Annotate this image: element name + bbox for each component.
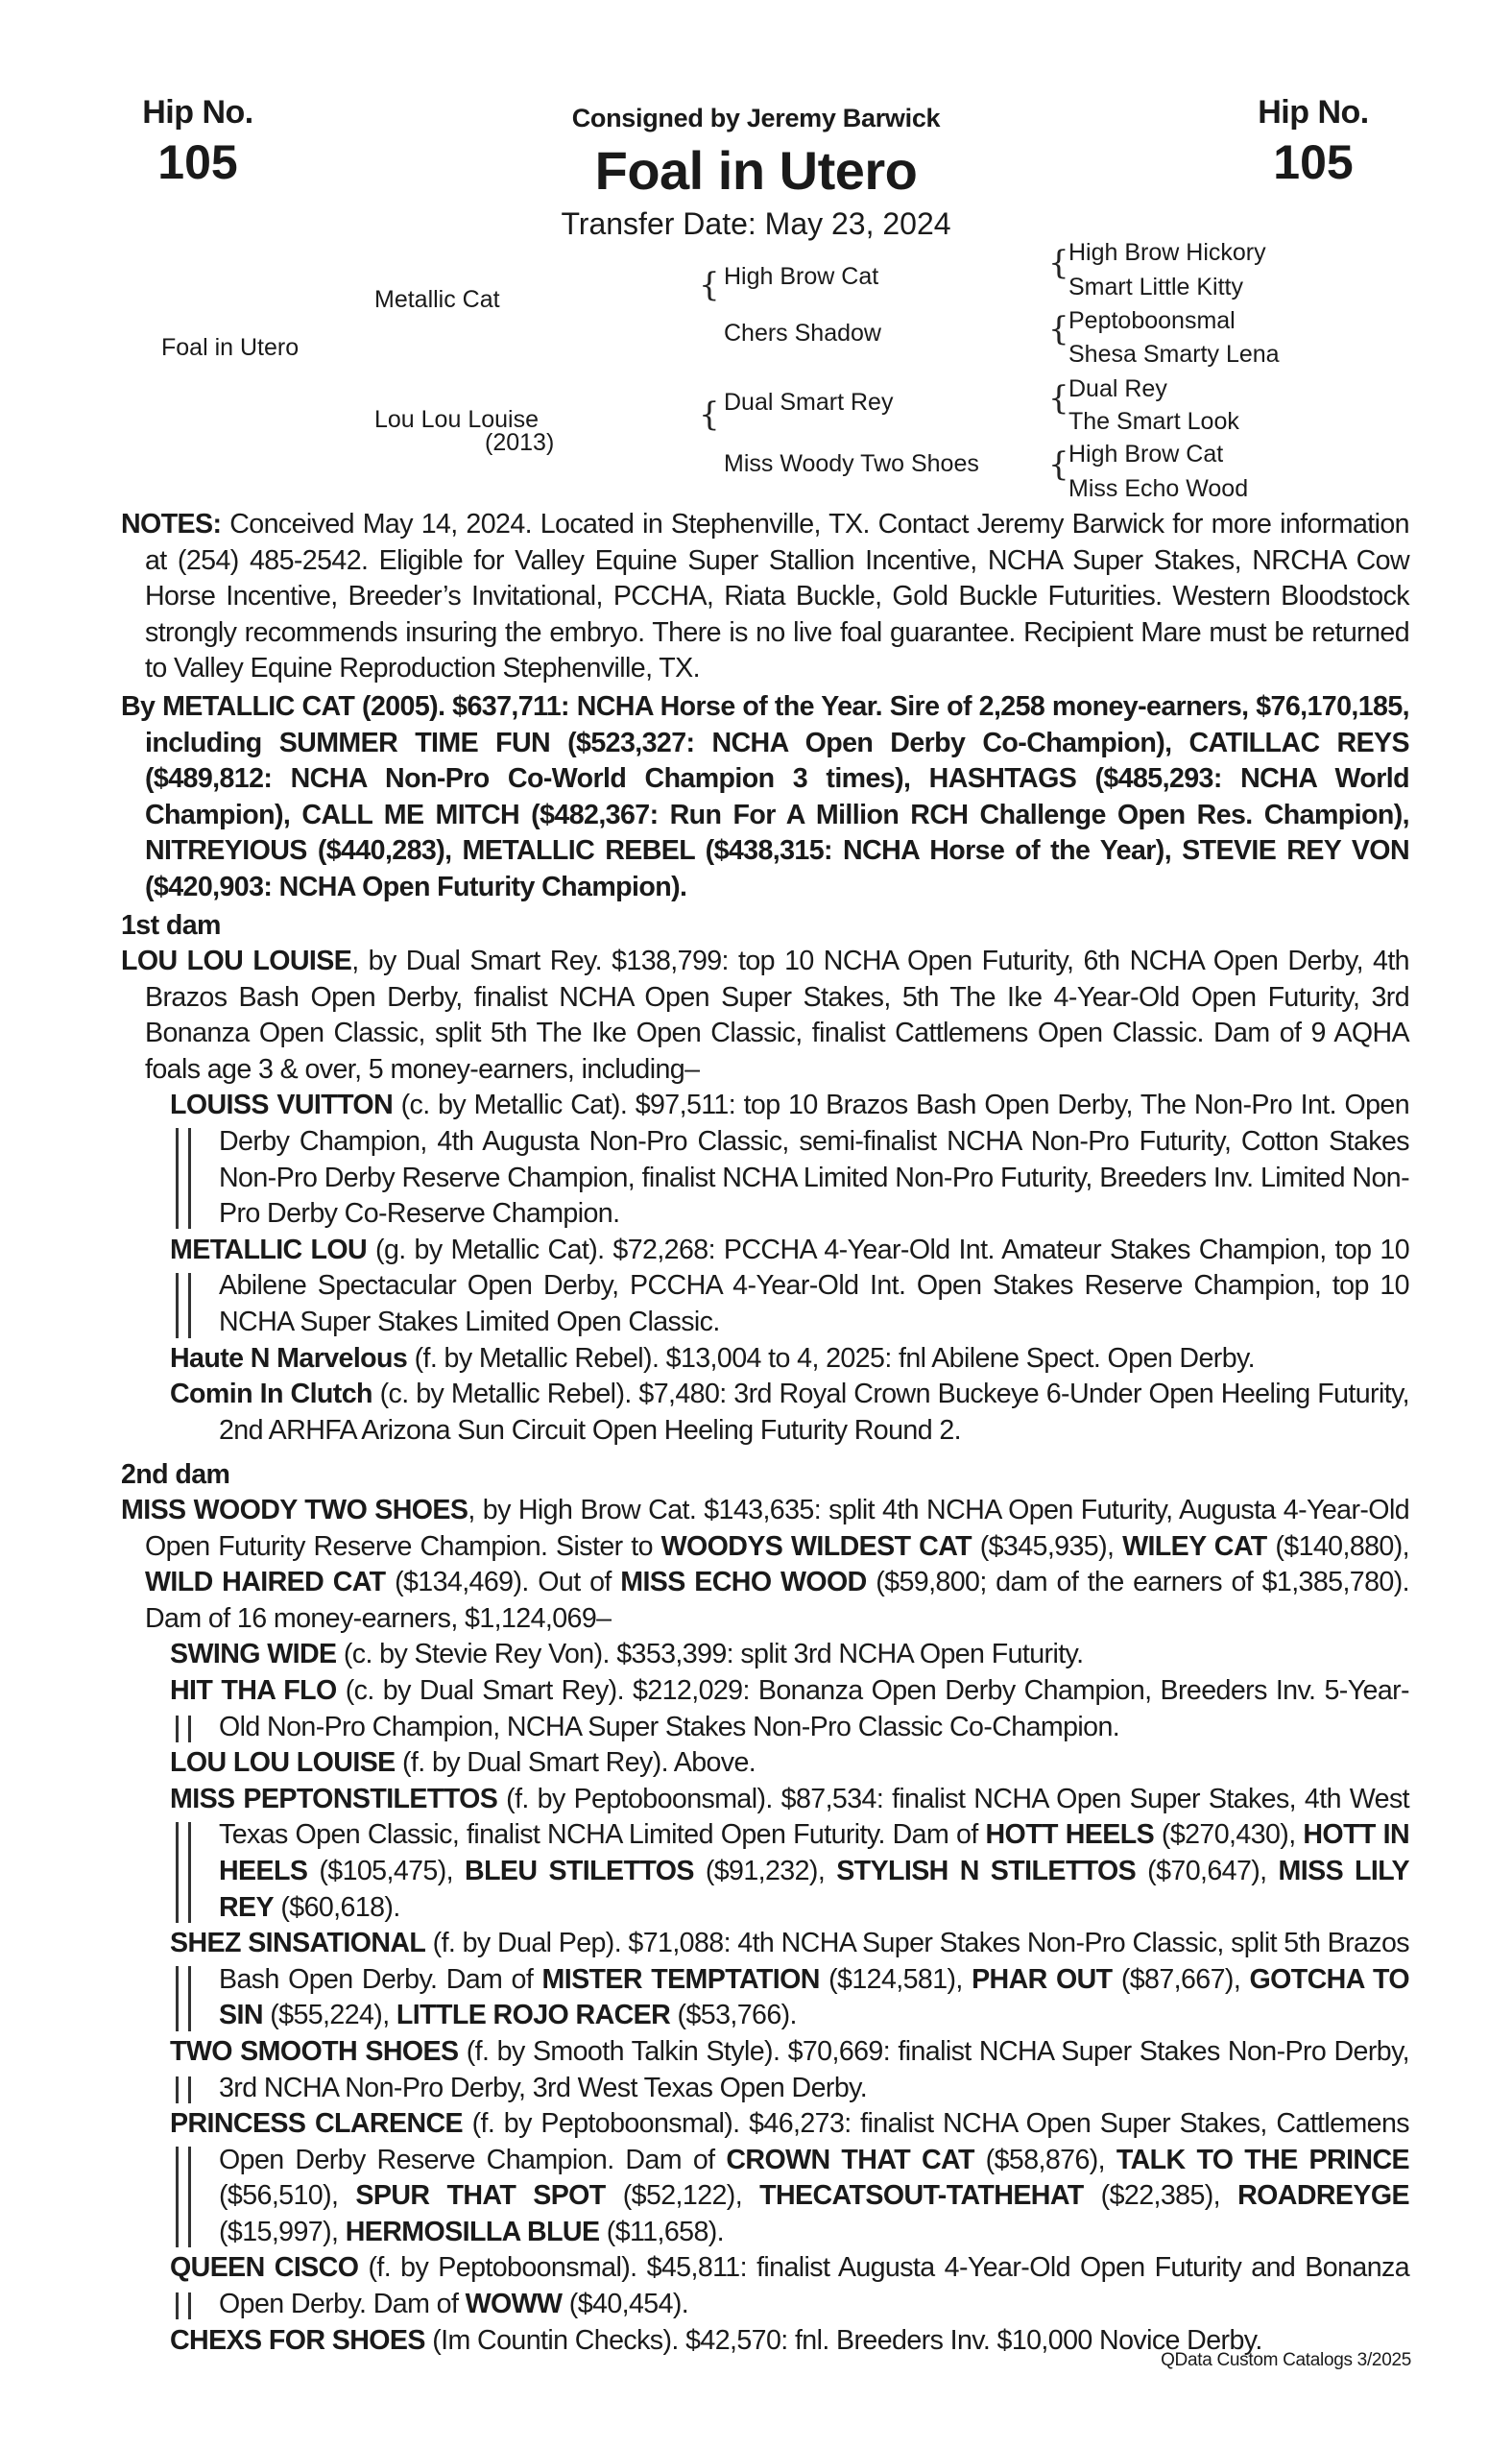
produce-name: MISS PEPTONSTILETTOS [170,1783,498,1814]
produce-name: Haute N Marvelous [170,1342,408,1374]
foal-earnings: ($56,510), [219,2180,356,2212]
produce-entry [121,2034,1409,2106]
second-dam-text: ($345,935), [972,1530,1123,1562]
produce-entry [121,2106,1409,2250]
produce-entry [121,1637,1409,1673]
second-dam-name: MISS WOODY TWO SHOES [121,1495,468,1525]
produce-text: (f. by Metallic Rebel). $13,004 to 4, 2025: fnl Abilene Spect. Open Derby. [407,1342,1255,1374]
foal-earnings: ($91,232), [693,1855,837,1886]
notes-section [121,507,1409,687]
produce-record [170,1377,1409,1449]
foal-earnings: ($60,618). [274,1891,400,1923]
foal-earnings: ($22,385), [1083,2180,1238,2212]
foal-name: WOWW [465,2289,563,2320]
second-dam-heading: 2nd dam [121,1459,230,1490]
pedigree-ds-sire: Dual Rey [1068,375,1167,402]
second-dam-text: ($134,469). Out of [385,1567,621,1598]
brace-icon: { [1048,310,1069,348]
foal-earnings: ($87,667), [1112,1963,1250,1995]
produce-entry [121,1341,1409,1378]
pedigree-dd-dam: Miss Echo Wood [1068,475,1249,502]
foal-earnings: ($11,658). [599,2216,725,2247]
produce-text: (f. by Dual Pep). $71,088: 4th NCHA Super Stakes Non-Pro Classic, split 5th Brazos Bash Open Derby. Dam of [219,1928,1409,1995]
hip-number: 105 [1273,135,1354,189]
produce-entry [121,1377,1409,1449]
produce-name: LOU LOU LOUISE [170,1747,396,1779]
pedigree-dam: Lou Lou Louise [374,406,539,433]
second-dam-text: , by High Brow Cat. $143,635: split 4th NCHA Open Futurity, Augusta 4-Year-Old Open Futurity Reserve Champion. Sister to [145,1495,1410,1562]
produce-text: (c. by Dual Smart Rey). $212,029: Bonanza Open Derby Champion, Breeders Inv. 5-Year-Old Non-Pro Champion, NCHA Super Stakes Non-Pro Classic Co-Champion. [219,1674,1409,1742]
foal-name: LITTLE ROJO RACER [396,2000,671,2031]
produce-text: (f. by Smooth Talkin Style). $70,669: finalist NCHA Super Stakes Non-Pro Derby, 3rd NCHA Non-Pro Derby, 3rd West Texas Open Derby. [219,2035,1409,2103]
produce-record [170,1745,1409,1782]
foal-name: CROWN THAT CAT [726,2144,974,2175]
first-dam-paragraph [121,944,1409,1088]
produce-record [170,1782,1409,1926]
page-title: Foal in Utero [594,140,918,201]
foal-name: HOTT IN HEELS [219,1819,1410,1886]
sibling-name: WOODYS WILDEST CAT [660,1530,972,1562]
pedigree-ss-dam: Smart Little Kitty [1068,274,1243,300]
second-dam-text: ($140,880), [1266,1530,1409,1562]
pedigree-dd-sire: High Brow Cat [1068,441,1224,468]
produce-name: METALLIC LOU [170,1234,368,1265]
notes-label: NOTES: [121,509,222,540]
produce-name: LOUISS VUITTON [170,1090,394,1121]
produce-name: SWING WIDE [170,1639,337,1670]
produce-text: (f. by Peptoboonsmal). $45,811: finalist Augusta 4-Year-Old Open Futurity and Bonanza Open Derby. Dam of [219,2252,1409,2320]
foal-earnings: ($124,581), [819,1963,972,1995]
produce-record [170,1233,1409,1341]
produce-name: Comin In Clutch [170,1379,372,1410]
pedigree-ss-sire: High Brow Hickory [1068,239,1266,266]
brace-icon: { [699,396,720,434]
foal-name: HERMOSILLA BLUE [345,2216,600,2247]
pedigree-sire-dam: Chers Shadow [724,320,881,347]
foal-earnings: ($52,122), [605,2180,760,2212]
catalog-footer: QData Custom Catalogs 3/2025 [1161,2350,1411,2370]
sire-section [121,689,1409,906]
consignor: Consigned by Jeremy Barwick [571,104,941,132]
produce-entry [121,1782,1409,1926]
notes-text: Conceived May 14, 2024. Located in Stephenville, TX. Contact Jeremy Barwick for more information at (254) 485-2542. Eligible for Valley Equine Super Stallion Incentive, NCHA Super Stakes, NRCHA Cow Horse Incentive, Breeder’s Invitational, PCCHA, Riata Buckle, Gold Buckle Futurities. Western Bloodstock strongly recommends insuring the embryo. There is no live foal guarantee. Recipient Mare must be returned to Valley Equine Reproduction Stephenville, TX. [145,509,1409,684]
foal-earnings: ($15,997), [219,2216,346,2247]
produce-record [170,1637,1409,1673]
pedigree-sd-sire: Peptoboonsmal [1068,307,1236,334]
foal-name: MISTER TEMPTATION [541,1963,820,1995]
foal-name: MISS LILY REY [219,1855,1409,1923]
foal-name: TALK TO THE PRINCE [1116,2144,1409,2175]
produce-text: (f. by Dual Smart Rey). Above. [395,1747,756,1779]
pedigree-sire: Metallic Cat [374,286,500,313]
pedigree-dam-sire: Dual Smart Rey [724,389,894,416]
produce-entry [121,1233,1409,1341]
produce-entry [121,1926,1409,2034]
produce-name: PRINCESS CLARENCE [170,2108,464,2140]
brace-icon: { [1048,445,1069,484]
produce-record [170,1341,1409,1378]
produce-text: (c. by Metallic Cat). $97,511: top 10 Brazos Bash Open Derby, The Non-Pro Int. Open Derby Champion, 4th Augusta Non-Pro Classic, semi-finalist NCHA Non-Pro Futurity, Cotton Stakes Non-Pro Derby Reserve Champion, finalist NCHA Limited Non-Pro Futurity, Breeders Inv. Limited Non-Pro Derby Co-Reserve Champion. [219,1090,1409,1230]
second-dam-paragraph [121,1493,1409,1637]
produce-name: HIT THA FLO [170,1674,337,1706]
foal-name: BLEU STILETTOS [465,1855,694,1886]
second-dam-section [121,1456,1409,2359]
hip-number: 105 [157,135,238,189]
foal-name: SPUR THAT SPOT [355,2180,606,2212]
first-dam-heading: 1st dam [121,910,221,941]
foal-earnings: ($55,224), [262,2000,396,2031]
first-dam-section [121,907,1409,1449]
produce-text: (c. by Metallic Rebel). $7,480: 3rd Royal Crown Buckeye 6-Under Open Heeling Futurity, 2nd ARHFA Arizona Sun Circuit Open Heeling Futurity Round 2. [219,1379,1409,1446]
third-dam-name: MISS ECHO WOOD [620,1567,867,1598]
pedigree-dam-dam: Miss Woody Two Shoes [724,450,979,477]
produce-entry [121,2250,1409,2322]
hip-label: Hip No. [1258,94,1369,131]
produce-record [170,2250,1409,2322]
foal-name: STYLISH N STILETTOS [836,1855,1137,1886]
brace-icon: { [1048,379,1069,418]
pedigree-sd-dam: Shesa Smarty Lena [1068,341,1280,368]
foal-earnings: ($105,475), [307,1855,466,1886]
sibling-name: WILEY CAT [1122,1530,1267,1562]
produce-entry [121,1088,1409,1232]
pedigree-sire-sire: High Brow Cat [724,263,879,290]
produce-text: (f. by Peptoboonsmal). $87,534: finalist NCHA Open Super Stakes, 4th West Texas Open Classic, finalist NCHA Limited Open Futurity. Dam of [219,1783,1409,1851]
produce-entry [121,1745,1409,1782]
foal-earnings: ($270,430), [1154,1819,1304,1851]
first-dam-text: , by Dual Smart Rey. $138,799: top 10 NCHA Open Futurity, 6th NCHA Open Derby, 4th Brazos Bash Open Derby, finalist NCHA Open Super Stakes, 5th The Ike 4-Year-Old Open Futurity, 3rd Bonanza Open Classic, split 5th The Ike Open Classic, finalist Cattlemens Open Classic. Dam of 9 AQHA foals age 3 & over, 5 money-earners, including– [145,946,1409,1085]
transfer-date: Transfer Date: May 23, 2024 [561,206,951,241]
hip-label: Hip No. [142,94,253,131]
produce-record [170,2106,1409,2250]
foal-name: HOTT HEELS [985,1819,1155,1851]
produce-text: (f. by Peptoboonsmal). $46,273: finalist NCHA Open Super Stakes, Cattlemens Open Derby Reserve Champion. Dam of [219,2108,1409,2175]
produce-name: SHEZ SINSATIONAL [170,1928,426,1959]
notes-paragraph [121,507,1409,687]
sire-paragraph: By METALLIC CAT (2005). $637,711: NCHA Horse of the Year. Sire of 2,258 money-earners, $76,170,185, including SUMMER TIME FUN ($523,327: NCHA Open Derby Co-Champion), CATILLAC REYS ($489,812: NCHA Non-Pro Co-World Champion 3 times), HASHTAGS ($485,293: NCHA World Champion), CALL ME MITCH ($482,367: Run For A Million RCH Challenge Open Res. Champion), NITREYIOUS ($440,283), METALLIC REBEL ($438,315: NCHA Horse of the Year), STEVIE REY VON ($420,903: NCHA Open Futurity Champion). [121,691,1409,902]
produce-text: (c. by Stevie Rey Von). $353,399: split 3rd NCHA Open Futurity. [336,1639,1084,1670]
second-dam-text: ($59,800; dam of the earners of $1,385,780). Dam of 16 money-earners, $1,124,069– [145,1567,1409,1634]
produce-name: TWO SMOOTH SHOES [170,2035,459,2067]
produce-text: (g. by Metallic Cat). $72,268: PCCHA 4-Year-Old Int. Amateur Stakes Champion, top 10 Abilene Spectacular Open Derby, PCCHA 4-Year-Old Int. Open Stakes Reserve Champion, top 10 NCHA Super Stakes Limited Open Classic. [219,1234,1410,1337]
brace-icon: { [699,266,720,304]
pedigree-dam-year: (2013) [485,429,555,456]
pedigree-subject: Foal in Utero [161,334,300,361]
foal-earnings: ($40,454). [562,2289,689,2320]
produce-entry [121,1673,1409,1745]
produce-name: QUEEN CISCO [170,2252,359,2284]
foal-name: ROADREYGE [1237,2180,1409,2212]
first-dam-name: LOU LOU LOUISE [121,946,352,976]
foal-earnings: ($53,766). [670,2000,797,2031]
foal-name: GOTCHA TO SIN [219,1963,1409,2031]
foal-name: THECATSOUT-TATHEHAT [759,2180,1084,2212]
produce-record [170,1088,1409,1232]
sibling-name: WILD HAIRED CAT [145,1567,386,1598]
pedigree-ds-dam: The Smart Look [1068,408,1239,435]
produce-name: CHEXS FOR SHOES [170,2324,425,2356]
foal-earnings: ($70,647), [1136,1855,1279,1886]
foal-name: PHAR OUT [972,1963,1113,1995]
produce-record [170,1673,1409,1745]
foal-earnings: ($58,876), [973,2144,1116,2175]
produce-text: (Im Countin Checks). $42,570: fnl. Breeders Inv. $10,000 Novice Derby. [424,2324,1262,2356]
produce-record [170,2034,1409,2106]
brace-icon: { [1048,244,1069,282]
produce-record [170,1926,1409,2034]
